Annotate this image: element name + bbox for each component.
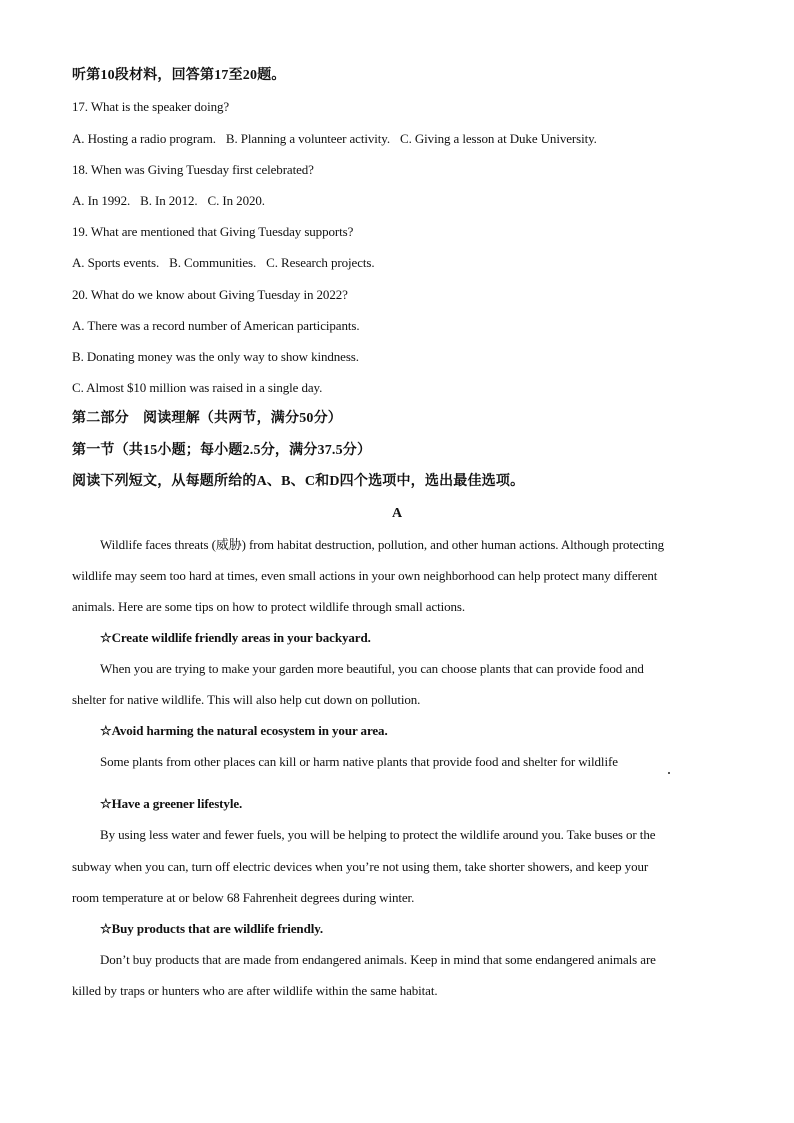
tip-3-body-line-1: By using less water and fewer fuels, you will be helping to protect the wildlife around you. Take buses or the	[100, 827, 656, 842]
q18-options	[72, 193, 265, 209]
star-icon: ☆	[100, 723, 112, 738]
stray-dot	[668, 772, 670, 774]
listening-heading: 听第10段材料，回答第17至20题。	[72, 68, 286, 83]
q18-option-a: A. In 1992.	[72, 193, 131, 208]
q19-stem: 19. What are mentioned that Giving Tuesday supports?	[72, 224, 354, 239]
q19-options	[72, 255, 375, 271]
tip-1-body-line-1: When you are trying to make your garden more beautiful, you can choose plants that can provide food and	[100, 661, 644, 676]
intro-line-3: animals. Here are some tips on how to protect wildlife through small actions.	[72, 599, 466, 614]
star-icon: ☆	[100, 796, 112, 811]
tip-1-body-line-2: shelter for native wildlife. This will also help cut down on pollution.	[72, 692, 421, 707]
q20-stem: 20. What do we know about Giving Tuesday in 2022?	[72, 287, 348, 302]
star-icon: ☆	[100, 921, 112, 936]
tip-4-body-line-1: Don’t buy products that are made from endangered animals. Keep in mind that some endangered animals are	[100, 952, 656, 967]
tip-3-body-line-2: subway when you can, turn off electric devices when you’re not using them, take shorter showers, and keep your	[72, 859, 649, 874]
q20-option-a: A. There was a record number of American participants.	[72, 318, 360, 333]
intro-line-1: Wildlife faces threats (威胁) from habitat destruction, pollution, and other human actions. Although protecting	[100, 537, 665, 552]
tip-2-title	[100, 723, 388, 739]
reading-instruction: 阅读下列短文，从每题所给的A、B、C和D四个选项中，选出最佳选项。	[72, 474, 525, 489]
tip-3-body-line-3: room temperature at or below 68 Fahrenheit degrees during winter.	[72, 890, 415, 905]
q17-options	[72, 131, 597, 147]
tip-3-title	[100, 796, 242, 812]
q20-option-b: B. Donating money was the only way to show kindness.	[72, 349, 359, 364]
tip-4-body-line-2: killed by traps or hunters who are after wildlife within the same habitat.	[72, 983, 438, 998]
tip-4-title-text: Buy products that are wildlife friendly.	[111, 921, 324, 936]
tip-1-title-text: Create wildlife friendly areas in your backyard.	[111, 630, 371, 645]
q18-option-b: B. In 2012.	[140, 193, 198, 208]
q19-option-b: B. Communities.	[169, 255, 257, 270]
tip-2-body-line-1: Some plants from other places can kill or harm native plants that provide food and shelter for wildlife	[100, 754, 618, 769]
q18-stem: 18. When was Giving Tuesday first celebrated?	[72, 162, 314, 177]
section1-heading: 第一节（共15小题；每小题2.5分，满分37.5分）	[72, 443, 372, 458]
q19-option-a: A. Sports events.	[72, 255, 160, 270]
q18-option-c: C. In 2020.	[207, 193, 265, 208]
tip-2-title-text: Avoid harming the natural ecosystem in your area.	[111, 723, 388, 738]
tip-3-title-text: Have a greener lifestyle.	[111, 796, 243, 811]
passage-label: A	[391, 506, 402, 521]
q17-option-b: B. Planning a volunteer activity.	[225, 131, 390, 146]
part2-heading: 第二部分 阅读理解（共两节，满分50分）	[72, 411, 342, 426]
star-icon: ☆	[100, 630, 112, 645]
q17-stem: 17. What is the speaker doing?	[72, 99, 230, 114]
q20-option-c: C. Almost $10 million was raised in a single day.	[72, 380, 323, 395]
intro-line-2: wildlife may seem too hard at times, even small actions in your own neighborhood can help protect many different	[72, 568, 658, 583]
q19-option-c: C. Research projects.	[266, 255, 375, 270]
q17-option-c: C. Giving a lesson at Duke University.	[400, 131, 597, 146]
tip-4-title	[100, 921, 323, 937]
q17-option-a: A. Hosting a radio program.	[72, 131, 216, 146]
tip-1-title	[100, 630, 371, 646]
